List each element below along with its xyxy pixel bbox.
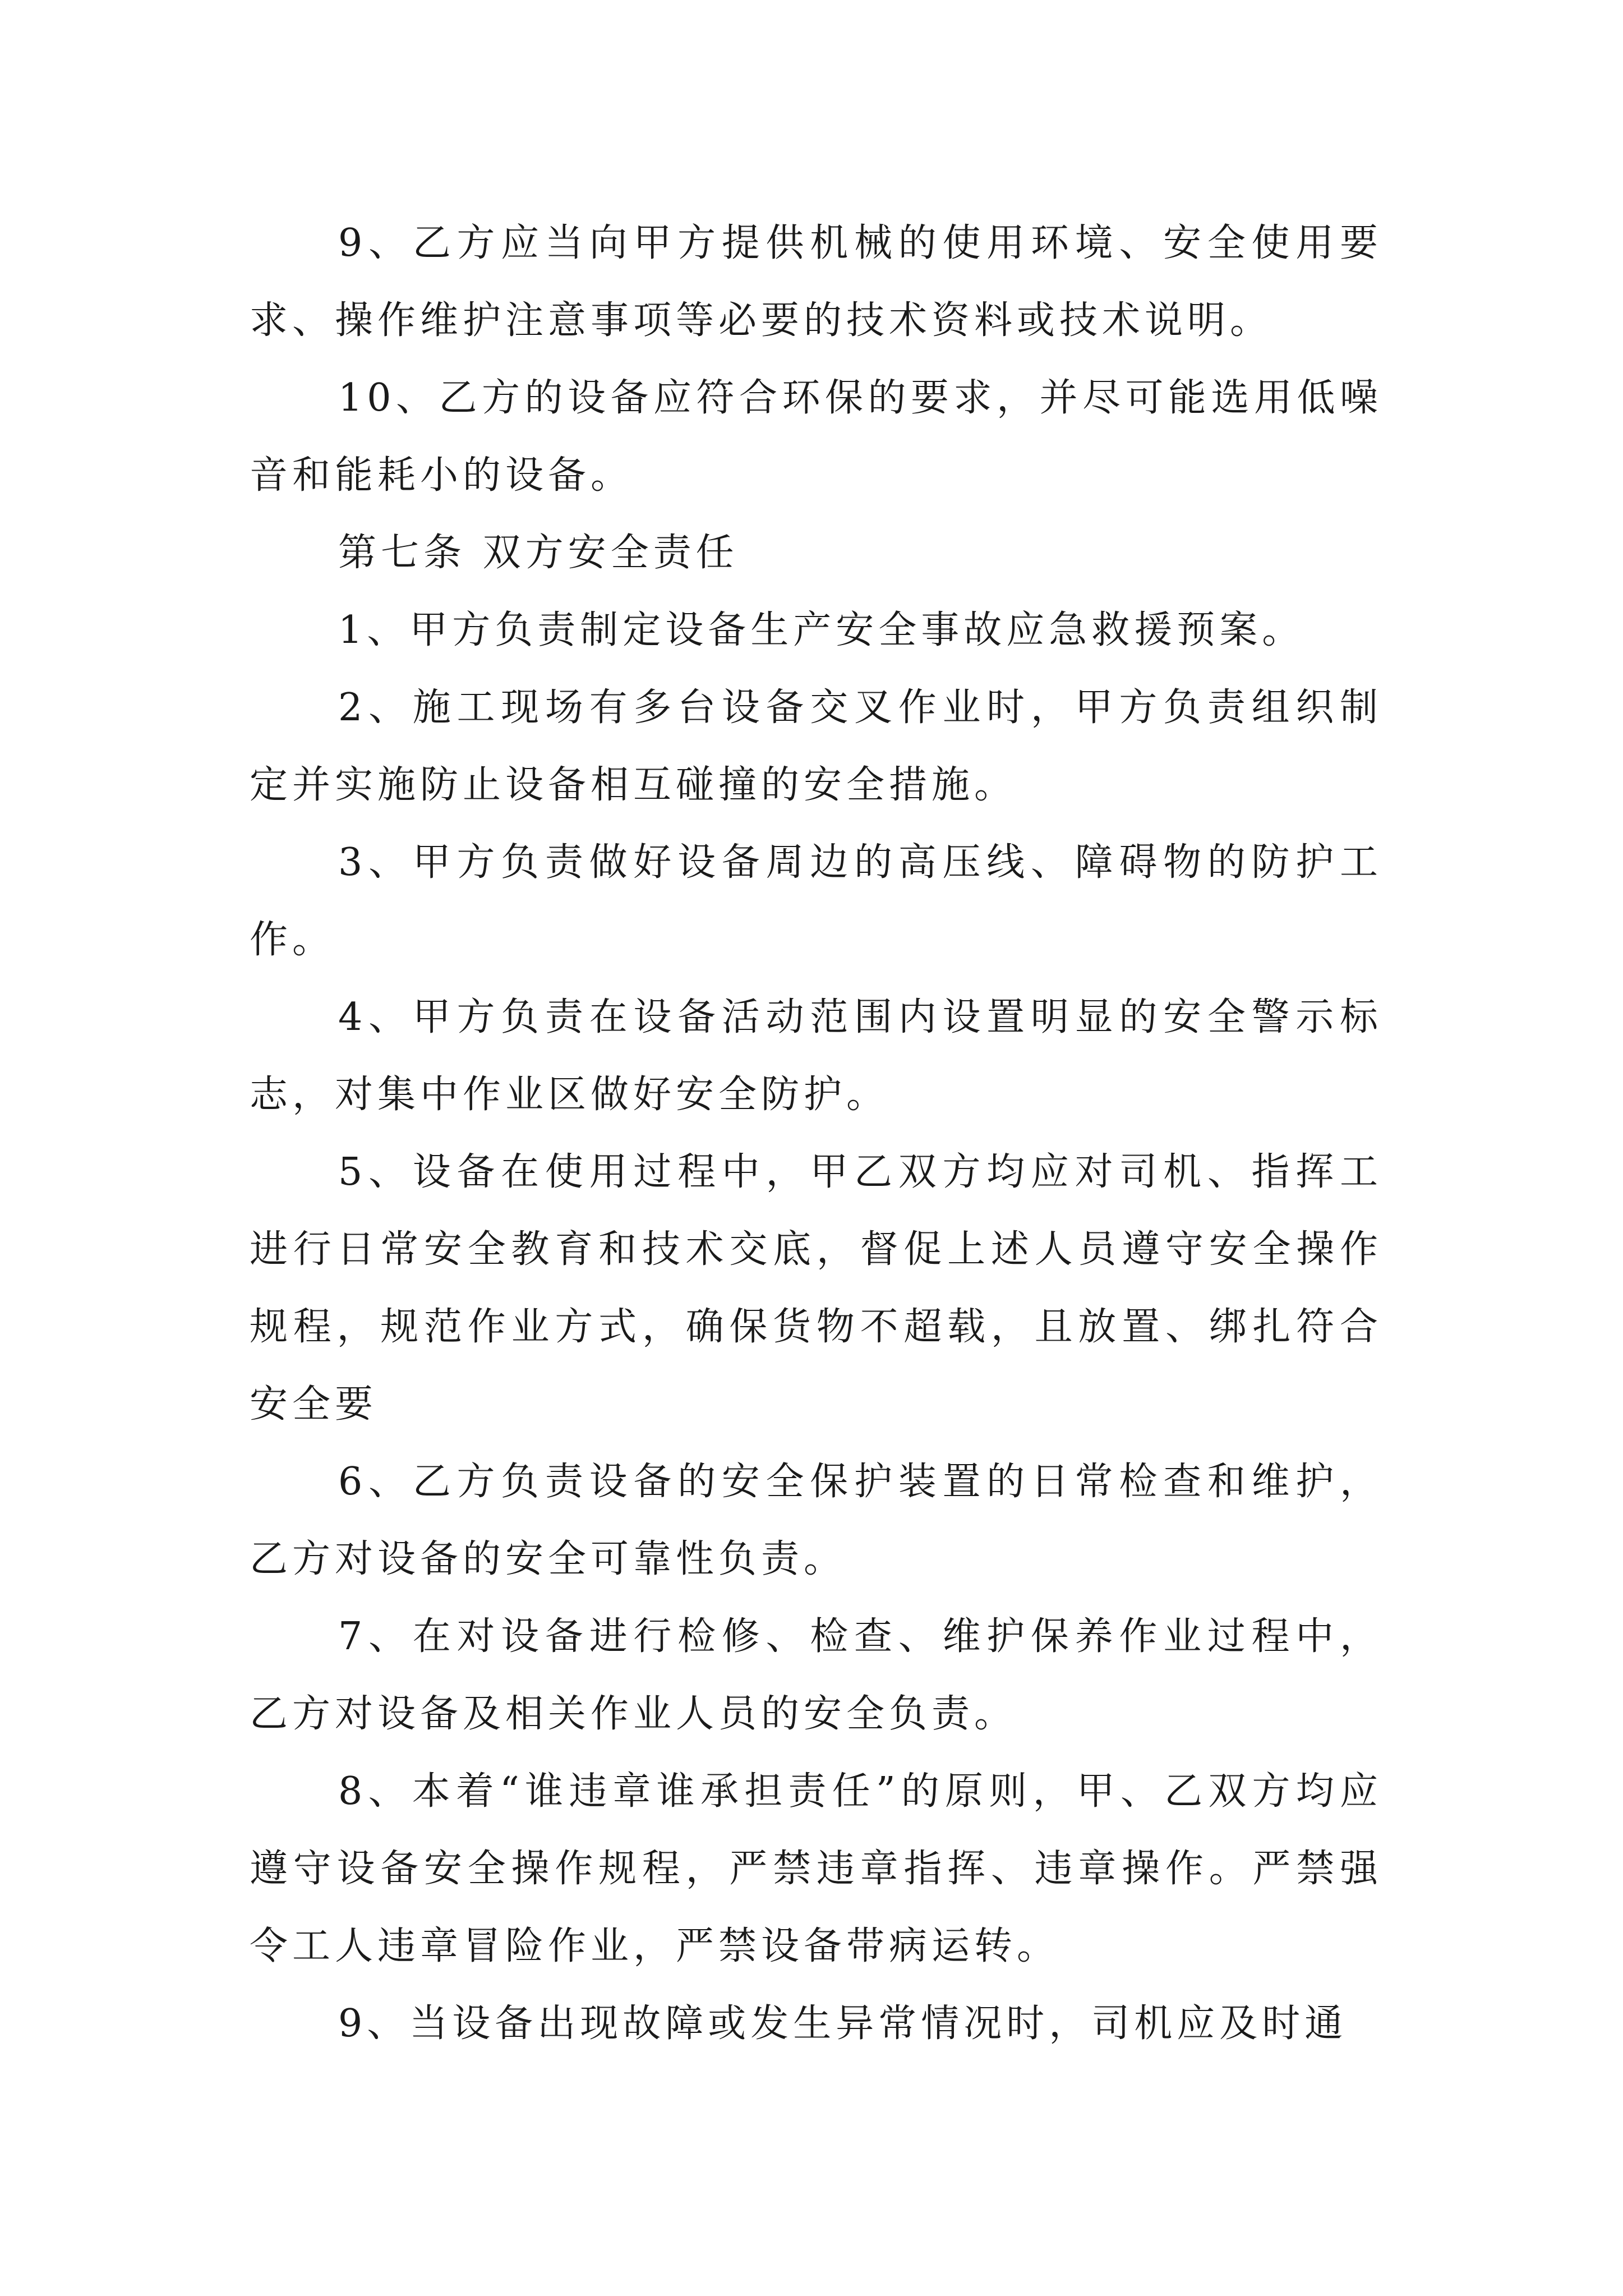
paragraph-clause-9-technical-docs: 9、乙方应当向甲方提供机械的使用环境、安全使用要求、操作维护注意事项等必要的技术资料或技术说明。: [250, 221, 1382, 343]
paragraph-safety-9: 9、当设备出现故障或发生异常情况时，司机应及时通: [338, 2001, 1348, 2046]
paragraph-safety-7: 7、在对设备进行检修、检查、维护保养作业过程中，乙方对设备及相关作业人员的安全负责。: [250, 1614, 1382, 1736]
paragraph-safety-3: 3、甲方负责做好设备周边的高压线、障碍物的防护工作。: [250, 840, 1382, 962]
document-body: [250, 205, 1382, 2063]
paragraph-safety-8: 8、本着“谁违章谁承担责任”的原则，甲、乙双方均应遵守设备安全操作规程，严禁违章指挥、违章操作。严禁强令工人违章冒险作业，严禁设备带病运转。: [250, 1769, 1382, 1968]
paragraph-safety-5: 5、设备在使用过程中，甲乙双方均应对司机、指挥工进行日常安全教育和技术交底，督促上述人员遵守安全操作规程，规范作业方式，确保货物不超载，且放置、绑扎符合安全要: [250, 1150, 1382, 1427]
paragraph-safety-4: 4、甲方负责在设备活动范围内设置明显的安全警示标志，对集中作业区做好安全防护。: [250, 995, 1382, 1117]
section-heading-article-7: 第七条 双方安全责任: [338, 531, 739, 575]
paragraph-safety-1: 1、甲方负责制定设备生产安全事故应急救援预案。: [338, 608, 1305, 652]
paragraph-safety-2: 2、施工现场有多台设备交叉作业时，甲方负责组织制定并实施防止设备相互碰撞的安全措施。: [250, 685, 1382, 807]
paragraph-clause-10-environmental: 10、乙方的设备应符合环保的要求，并尽可能选用低噪音和能耗小的设备。: [250, 376, 1382, 498]
paragraph-safety-6: 6、乙方负责设备的安全保护装置的日常检查和维护，乙方对设备的安全可靠性负责。: [250, 1460, 1382, 1581]
